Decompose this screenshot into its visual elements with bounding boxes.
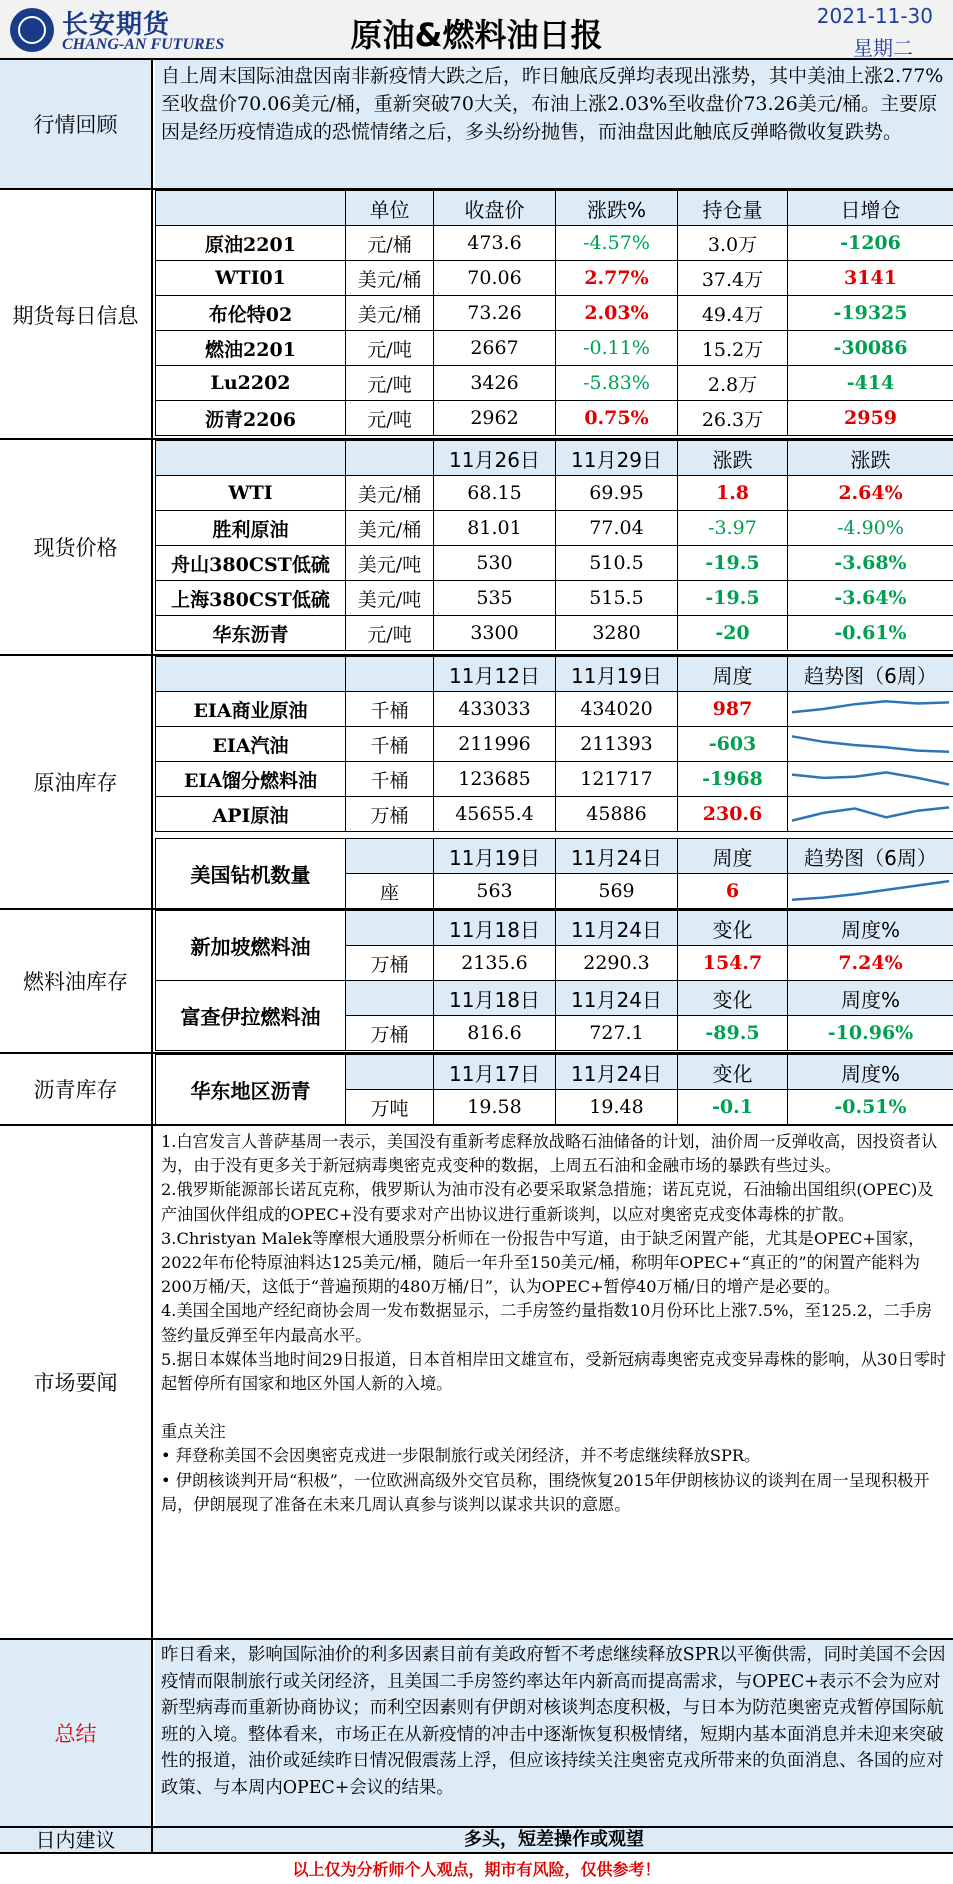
value-cell: 434020	[556, 692, 678, 727]
close-cell: 2962	[434, 401, 556, 436]
futures-header-cell: 单位	[346, 191, 434, 226]
rig-header-cell: 趋势图（6周）	[788, 839, 953, 874]
table-row	[156, 401, 953, 436]
inventory-name: EIA汽油	[156, 727, 346, 762]
close-cell: 473.6	[434, 226, 556, 261]
asphalt-header-cell: 变化	[678, 1055, 788, 1090]
rig-header-cell: 周度	[678, 839, 788, 874]
focus-heading: 重点关注	[161, 1422, 226, 1442]
futures-header-cell: 日增仓	[788, 191, 953, 226]
sparkline-line	[792, 881, 949, 900]
trend-sparkline	[788, 762, 953, 797]
weekly-change-cell: -603	[678, 727, 788, 762]
value-cell: 121717	[556, 762, 678, 797]
spot-header-cell: 11月26日	[434, 441, 556, 476]
close-cell: 3426	[434, 366, 556, 401]
trend-sparkline	[788, 874, 953, 909]
spot-header-cell: 11月29日	[556, 441, 678, 476]
crude-header-cell	[156, 657, 346, 692]
company-name-en: CHANG-AN FUTURES	[62, 36, 225, 53]
news-item: 5.据日本媒体当地时间29日报道，日本首相岸田文雄宣布，受新冠病毒奥密克戎变异毒株的影响，从30日零时起暂停所有国家和地区外国人新的入境。	[161, 1349, 947, 1394]
table-row	[156, 226, 953, 261]
change-pct-cell: -3.68%	[788, 546, 953, 581]
rig-header-cell: 11月19日	[434, 839, 556, 874]
change-cell: 154.7	[678, 946, 788, 981]
fj-header-cell: 11月24日	[556, 981, 678, 1016]
disclaimer: 以上仅为分析师个人观点，期市有风险，仅供参考！	[292, 1860, 661, 1879]
spot-header-cell	[346, 441, 434, 476]
price-cell: 535	[434, 581, 556, 616]
futures-header-cell: 涨跌%	[556, 191, 678, 226]
focus-item: • 伊朗核谈判开局“积极”，一位欧洲高级外交官员称，围绕恢复2015年伊朗核协议的谈判在周一呈现积极开局，伊朗展现了准备在未来几周认真参与谈判以谋求共识的意愿。	[161, 1470, 930, 1514]
crude-header-row	[156, 657, 953, 692]
unit-cell: 元/吨	[346, 331, 434, 366]
change-pct-cell: -4.90%	[788, 511, 953, 546]
daily-oi-change-cell: 3141	[788, 261, 953, 296]
rig-header-cell	[346, 839, 434, 874]
report-date: 2021-11-30	[816, 4, 933, 28]
change-pct-cell: 7.24%	[788, 946, 953, 981]
news-list	[155, 1126, 953, 1638]
price-cell: 69.95	[556, 476, 678, 511]
table-row	[156, 511, 953, 546]
crude-header-cell: 11月19日	[556, 657, 678, 692]
contract-name: 沥青2206	[156, 401, 346, 436]
label-advice: 日内建议	[0, 1828, 153, 1852]
fj-header-cell: 周度%	[788, 981, 953, 1016]
change-cell: -89.5	[678, 1016, 788, 1051]
change-pct-cell: -3.64%	[788, 581, 953, 616]
open-interest-cell: 3.0万	[678, 226, 788, 261]
price-cell: 81.01	[434, 511, 556, 546]
unit-cell: 美元/吨	[346, 546, 434, 581]
spot-name: 舟山380CST低硫	[156, 546, 346, 581]
close-cell: 70.06	[434, 261, 556, 296]
label-fuel-inventory: 燃料油库存	[0, 910, 153, 1052]
asphalt-header-row	[156, 1055, 953, 1090]
crude-inventory-table	[155, 656, 953, 832]
spot-table	[155, 440, 953, 651]
value-cell: 123685	[434, 762, 556, 797]
sg-header-cell	[346, 911, 434, 946]
price-cell: 3300	[434, 616, 556, 651]
change-cell: -0.1	[678, 1090, 788, 1125]
asphalt-name: 华东地区沥青	[156, 1055, 346, 1125]
weekly-change-cell: -1968	[678, 762, 788, 797]
rig-count-name: 美国钻机数量	[156, 839, 346, 909]
table-row	[156, 261, 953, 296]
contract-name: 布伦特02	[156, 296, 346, 331]
daily-oi-change-cell: -19325	[788, 296, 953, 331]
table-row	[156, 797, 953, 832]
value-cell: 816.6	[434, 1016, 556, 1051]
company-name-cn: 长安期货	[62, 10, 171, 40]
value-cell: 211996	[434, 727, 556, 762]
trend-sparkline	[788, 727, 953, 762]
spot-name: 华东沥青	[156, 616, 346, 651]
value-cell: 433033	[434, 692, 556, 727]
weekly-change-cell: 230.6	[678, 797, 788, 832]
value-cell: 563	[434, 874, 556, 909]
futures-table	[155, 190, 953, 436]
news-spacer	[161, 1396, 947, 1420]
label-review: 行情回顾	[0, 60, 153, 188]
value-cell: 19.48	[556, 1090, 678, 1125]
advice-text: 多头，短差操作或观望	[464, 1829, 644, 1850]
change-pct-cell: 2.64%	[788, 476, 953, 511]
futures-header-cell: 持仓量	[678, 191, 788, 226]
change-pct-cell: -5.83%	[556, 366, 678, 401]
news-item: 1.白宫发言人普萨基周一表示，美国没有重新考虑释放战略石油储备的计划，油价周一反弹收高，因投资者认为，由于没有更多关于新冠病毒奥密克戎变种的数据，上周五石油和金融市场的暴跌有些过头。	[161, 1132, 938, 1176]
value-cell: 211393	[556, 727, 678, 762]
unit-cell: 千桶	[346, 727, 434, 762]
sg-header-cell: 变化	[678, 911, 788, 946]
weekly-change-cell: 6	[678, 874, 788, 909]
price-cell: 510.5	[556, 546, 678, 581]
fj-header-cell	[346, 981, 434, 1016]
contract-name: 原油2201	[156, 226, 346, 261]
change-pct-cell: -0.51%	[788, 1090, 953, 1125]
change-pct-cell: 2.77%	[556, 261, 678, 296]
unit-cell: 万吨	[346, 1090, 434, 1125]
sg-header-row	[156, 911, 953, 946]
spot-name: 上海380CST低硫	[156, 581, 346, 616]
open-interest-cell: 2.8万	[678, 366, 788, 401]
spot-header-row	[156, 441, 953, 476]
inventory-name: API原油	[156, 797, 346, 832]
sparkline-line	[792, 736, 949, 751]
trend-sparkline	[788, 797, 953, 832]
change-cell: -19.5	[678, 581, 788, 616]
price-cell: 3280	[556, 616, 678, 651]
unit-cell: 美元/桶	[346, 476, 434, 511]
sparkline-line	[792, 772, 949, 784]
table-row	[156, 581, 953, 616]
unit-cell: 千桶	[346, 692, 434, 727]
label-asphalt-inventory: 沥青库存	[0, 1054, 153, 1124]
contract-name: Lu2202	[156, 366, 346, 401]
unit-cell: 元/桶	[346, 226, 434, 261]
spot-name: WTI	[156, 476, 346, 511]
sg-header-cell: 11月18日	[434, 911, 556, 946]
futures-header-cell: 收盘价	[434, 191, 556, 226]
spot-header-cell	[156, 441, 346, 476]
inventory-name: EIA馏分燃料油	[156, 762, 346, 797]
sparkline-line	[792, 807, 949, 820]
unit-cell: 万桶	[346, 946, 434, 981]
asphalt-header-cell	[346, 1055, 434, 1090]
label-spot: 现货价格	[0, 440, 153, 654]
open-interest-cell: 37.4万	[678, 261, 788, 296]
spot-name: 胜利原油	[156, 511, 346, 546]
unit-cell: 美元/桶	[346, 296, 434, 331]
fj-header-cell: 变化	[678, 981, 788, 1016]
contract-name: WTI01	[156, 261, 346, 296]
table-row	[156, 762, 953, 797]
daily-oi-change-cell: -1206	[788, 226, 953, 261]
change-pct-cell: -10.96%	[788, 1016, 953, 1051]
report-title: 原油&燃料油日报	[350, 16, 603, 54]
advice-row	[0, 1826, 953, 1854]
futures-header-cell	[156, 191, 346, 226]
crude-header-cell: 趋势图（6周）	[788, 657, 953, 692]
weekly-change-cell: 987	[678, 692, 788, 727]
unit-cell: 元/吨	[346, 401, 434, 436]
report-header	[0, 0, 953, 60]
summary-text: 昨日看来，影响国际油价的利多因素目前有美政府暂不考虑继续释放SPR以平衡供需，同时美国不会因疫情而限制旅行或关闭经济，且美国二手房签约率达年内新高而提高需求，与OPEC+表示不会为应对新型病毒而重新协商协议；而利空因素则有伊朗对核谈判态度积极，与日本为防范奥密克戎暂停国际航班的入境。整体看来，市场正在从新疫情的冲击中逐渐恢复积极情绪，短期内基本面消息并未迎来突破性的报道，油价或延续昨日情况假震荡上浮，但应该持续关注奥密克戎所带来的负面消息、各国的应对政策、与本周内OPEC+会议的结果。	[155, 1640, 953, 1826]
table-row	[156, 366, 953, 401]
fuel-inventory-table	[155, 910, 953, 1051]
change-pct-cell: -0.61%	[788, 616, 953, 651]
price-cell: 530	[434, 546, 556, 581]
close-cell: 2667	[434, 331, 556, 366]
spot-header-cell: 涨跌	[788, 441, 953, 476]
crude-header-cell: 周度	[678, 657, 788, 692]
futures-header-row	[156, 191, 953, 226]
label-news: 市场要闻	[0, 1126, 153, 1638]
change-cell: -3.97	[678, 511, 788, 546]
asphalt-header-cell: 11月24日	[556, 1055, 678, 1090]
unit-cell: 万桶	[346, 1016, 434, 1051]
contract-name: 燃油2201	[156, 331, 346, 366]
open-interest-cell: 15.2万	[678, 331, 788, 366]
fujairah-fuel-name: 富查伊拉燃料油	[156, 981, 346, 1051]
change-pct-cell: -4.57%	[556, 226, 678, 261]
unit-cell: 元/吨	[346, 366, 434, 401]
asphalt-header-cell: 周度%	[788, 1055, 953, 1090]
trend-sparkline	[788, 692, 953, 727]
label-futures: 期货每日信息	[0, 190, 153, 440]
inventory-name: EIA商业原油	[156, 692, 346, 727]
sparkline-line	[792, 701, 949, 712]
fj-header-row	[156, 981, 953, 1016]
daily-oi-change-cell: -414	[788, 366, 953, 401]
value-cell: 45655.4	[434, 797, 556, 832]
news-item: 2.俄罗斯能源部长诺瓦克称，俄罗斯认为油市没有必要采取紧急措施；诺瓦克说，石油输出国组织(OPEC)及产油国伙伴组成的OPEC+没有要求对产出协议进行重新谈判，以应对奥密克戎变体毒株的扩散。	[161, 1180, 934, 1224]
unit-cell: 千桶	[346, 762, 434, 797]
change-pct-cell: 0.75%	[556, 401, 678, 436]
rig-header-row	[156, 839, 953, 874]
table-row	[156, 546, 953, 581]
unit-cell: 美元/吨	[346, 581, 434, 616]
fj-header-cell: 11月18日	[434, 981, 556, 1016]
spot-header-cell: 涨跌	[678, 441, 788, 476]
value-cell: 2290.3	[556, 946, 678, 981]
asphalt-inventory-table	[155, 1054, 953, 1125]
review-text: 自上周末国际油盘因南非新疫情大跌之后，昨日触底反弹均表现出涨势，其中美油上涨2.77%至收盘价70.06美元/桶，重新突破70大关，布油上涨2.03%至收盘价73.26美元/桶。主要原因是经历疫情造成的恐慌情绪之后，多头纷纷抛售，而油盘因此触底反弹略微收复跌势。	[155, 60, 953, 188]
focus-item: • 拜登称美国不会因奥密克戎进一步限制旅行或关闭经济，并不考虑继续释放SPR。	[161, 1446, 761, 1466]
value-cell: 2135.6	[434, 946, 556, 981]
asphalt-header-cell: 11月17日	[434, 1055, 556, 1090]
price-cell: 77.04	[556, 511, 678, 546]
table-row	[156, 296, 953, 331]
table-row	[156, 727, 953, 762]
sg-header-cell: 11月24日	[556, 911, 678, 946]
unit-cell: 万桶	[346, 797, 434, 832]
daily-oi-change-cell: 2959	[788, 401, 953, 436]
label-summary: 总结	[0, 1640, 153, 1826]
price-cell: 68.15	[434, 476, 556, 511]
unit-cell: 元/吨	[346, 616, 434, 651]
news-item: 4.美国全国地产经纪商协会周一发布数据显示，二手房签约量指数10月份环比上涨7.5%，至125.2，二手房签约量反弹至年内最高水平。	[161, 1301, 933, 1345]
value-cell: 45886	[556, 797, 678, 832]
label-crude-inventory: 原油库存	[0, 656, 153, 908]
crude-header-cell: 11月12日	[434, 657, 556, 692]
change-cell: -19.5	[678, 546, 788, 581]
value-cell: 19.58	[434, 1090, 556, 1125]
table-row	[156, 331, 953, 366]
open-interest-cell: 49.4万	[678, 296, 788, 331]
unit-cell: 座	[346, 874, 434, 909]
unit-cell: 美元/桶	[346, 511, 434, 546]
sg-header-cell: 周度%	[788, 911, 953, 946]
value-cell: 727.1	[556, 1016, 678, 1051]
report-weekday: 星期二	[853, 36, 913, 60]
close-cell: 73.26	[434, 296, 556, 331]
crude-header-cell	[346, 657, 434, 692]
change-pct-cell: 2.03%	[556, 296, 678, 331]
price-cell: 515.5	[556, 581, 678, 616]
change-cell: 1.8	[678, 476, 788, 511]
value-cell: 569	[556, 874, 678, 909]
singapore-fuel-name: 新加坡燃料油	[156, 911, 346, 981]
rig-count-table	[155, 838, 953, 909]
daily-oi-change-cell: -30086	[788, 331, 953, 366]
rig-header-cell: 11月24日	[556, 839, 678, 874]
open-interest-cell: 26.3万	[678, 401, 788, 436]
news-item: 3.Christyan Malek等摩根大通股票分析师在一份报告中写道，由于缺乏闲置产能，尤其是OPEC+国家，2022年布伦特原油料达125美元/桶，随后一年升至150美元/桶，称明年OPEC+“真正的”的闲置产能料为200万桶/天，这低于“普遍预期的480万桶/日”，认为OPEC+暂停40万桶/日的增产是必要的。	[161, 1228, 925, 1297]
change-pct-cell: -0.11%	[556, 331, 678, 366]
change-cell: -20	[678, 616, 788, 651]
unit-cell: 美元/桶	[346, 261, 434, 296]
table-row	[156, 476, 953, 511]
table-row	[156, 616, 953, 651]
table-row	[156, 692, 953, 727]
